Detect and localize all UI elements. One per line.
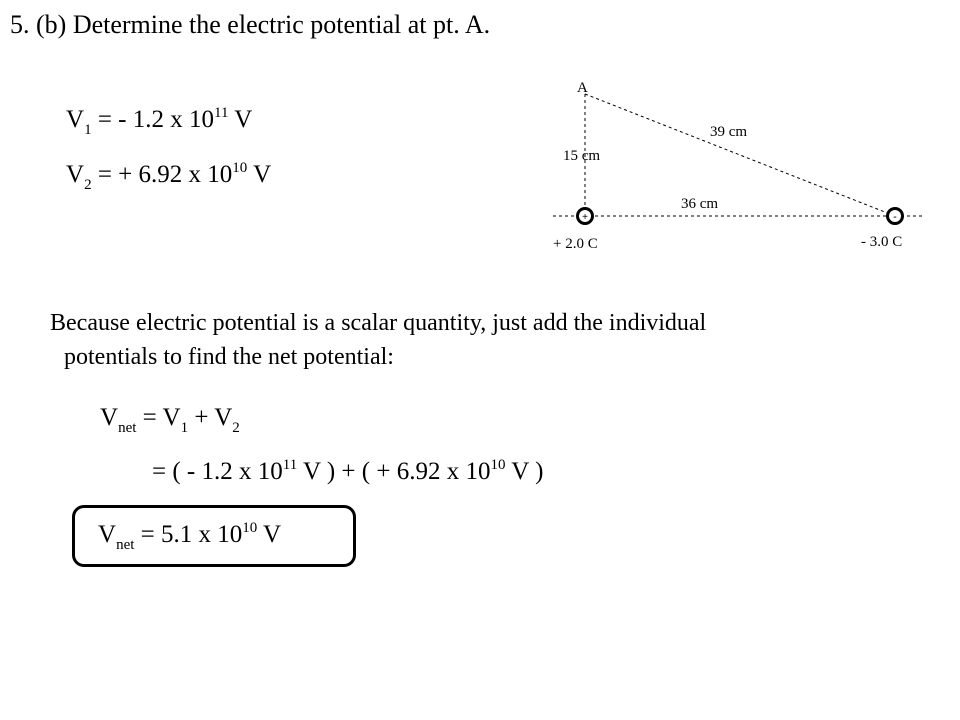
sub-part-1: = ( - 1.2 x 10 — [152, 458, 283, 485]
substitution-equation — [152, 458, 543, 486]
side-base-label: 36 cm — [681, 196, 719, 212]
result-lhs: V — [98, 521, 117, 548]
page-title: 5. (b) Determine the electric potential at pt. A. — [10, 10, 491, 39]
sub-exponent-2: 10 — [490, 457, 506, 473]
charge1-label: + 2.0 C — [553, 236, 598, 252]
v1-equation — [66, 105, 253, 138]
side-hyp-label: 39 cm — [710, 124, 748, 140]
result-exponent: 10 — [242, 520, 258, 536]
point-a-label: A — [577, 80, 588, 96]
v2-subscript: 2 — [84, 177, 92, 193]
v1-value: = - 1.2 x 10 — [91, 106, 214, 133]
result-equation — [98, 520, 282, 553]
sub-part-3: V ) — [505, 458, 544, 485]
v2-exponent: 10 — [232, 160, 248, 176]
v1-subscript: 1 — [84, 122, 92, 138]
sum-subscript-1: 1 — [180, 420, 189, 436]
v2-value: = + 6.92 x 10 — [91, 161, 233, 188]
v2-unit: V — [247, 161, 272, 188]
result-unit: V — [257, 521, 282, 548]
explanation-line-2: potentials to find the net potential: — [64, 344, 394, 370]
sum-equation — [100, 404, 240, 436]
positive-sign: + — [582, 212, 588, 223]
hypotenuse-line — [585, 94, 895, 216]
sum-subscript-2: 2 — [232, 420, 240, 436]
sum-lhs-subscript: net — [118, 420, 137, 436]
sub-part-2: V ) + ( + 6.92 x 10 — [297, 458, 491, 485]
side-vertical-label: 15 cm — [563, 148, 601, 164]
sub-exponent-1: 11 — [282, 457, 298, 473]
v1-unit: V — [228, 106, 253, 133]
sum-mid: = V — [136, 404, 181, 431]
result-lhs-subscript: net — [116, 537, 135, 553]
negative-sign: - — [893, 211, 897, 223]
sum-lhs: V — [100, 404, 119, 431]
v2-equation — [66, 160, 272, 193]
v1-exponent: 11 — [214, 105, 229, 121]
v1-symbol: V — [66, 106, 85, 133]
charge2-label: - 3.0 C — [861, 234, 903, 250]
explanation-line-1: Because electric potential is a scalar quantity, just add the individual — [50, 310, 707, 336]
v2-symbol: V — [66, 161, 85, 188]
sum-plus: + V — [188, 404, 233, 431]
result-value: = 5.1 x 10 — [134, 521, 243, 548]
charge-diagram — [545, 76, 930, 266]
